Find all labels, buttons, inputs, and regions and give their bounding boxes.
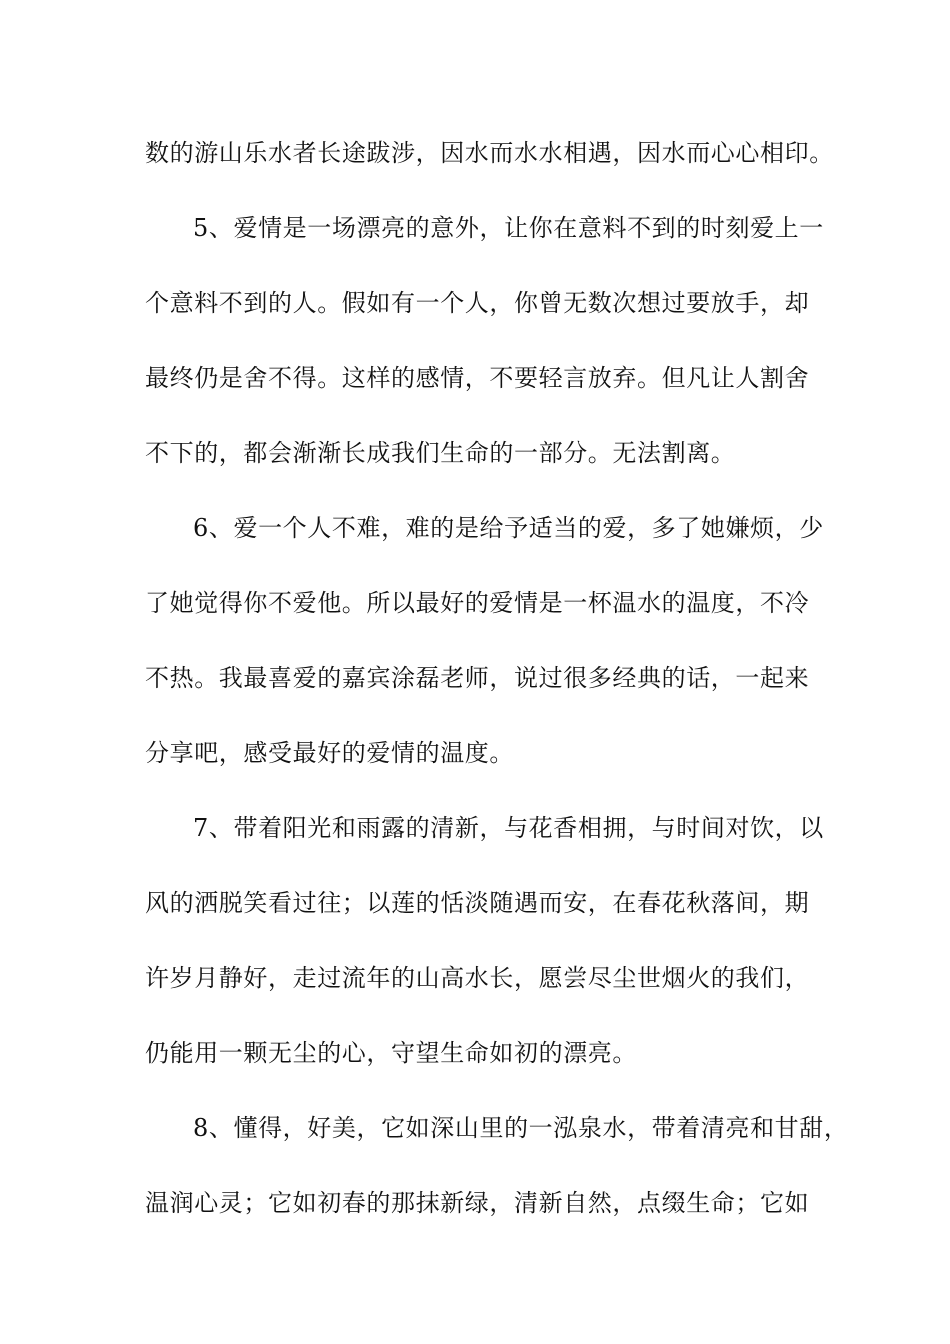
paragraph-5-first-line: 5、爱情是一场漂亮的意外，让你在意料不到的时刻爱上一	[193, 214, 824, 242]
paragraph-6-first-line: 6、爱一个人不难，难的是给予适当的爱，多了她嫌烦，少	[193, 514, 824, 542]
text-line: 个意料不到的人。假如有一个人，你曾无数次想过要放手，却	[145, 289, 810, 317]
text-line: 最终仍是舍不得。这样的感情，不要轻言放弃。但凡让人割舍	[145, 364, 810, 392]
paragraph-7-first-line: 7、带着阳光和雨露的清新，与花香相拥，与时间对饮，以	[193, 814, 824, 842]
text-line: 数的游山乐水者长途跋涉，因水而水水相遇，因水而心心相印。	[145, 139, 834, 167]
text-line: 温润心灵；它如初春的那抹新绿，清新自然，点缀生命；它如	[145, 1189, 810, 1217]
text-line: 许岁月静好，走过流年的山高水长，愿尝尽尘世烟火的我们，	[145, 964, 810, 992]
text-line: 了她觉得你不爱他。所以最好的爱情是一杯温水的温度，不冷	[145, 589, 810, 617]
text-line: 不热。我最喜爱的嘉宾涂磊老师，说过很多经典的话，一起来	[145, 664, 810, 692]
paragraph-8-first-line: 8、懂得，好美，它如深山里的一泓泉水，带着清亮和甘甜，	[193, 1114, 849, 1142]
text-line: 不下的，都会渐渐长成我们生命的一部分。无法割离。	[145, 439, 736, 467]
text-line: 风的洒脱笑看过往；以莲的恬淡随遇而安，在春花秋落间，期	[145, 889, 810, 917]
text-line: 分享吧，感受最好的爱情的温度。	[145, 739, 514, 767]
text-line: 仍能用一颗无尘的心，守望生命如初的漂亮。	[145, 1039, 637, 1067]
